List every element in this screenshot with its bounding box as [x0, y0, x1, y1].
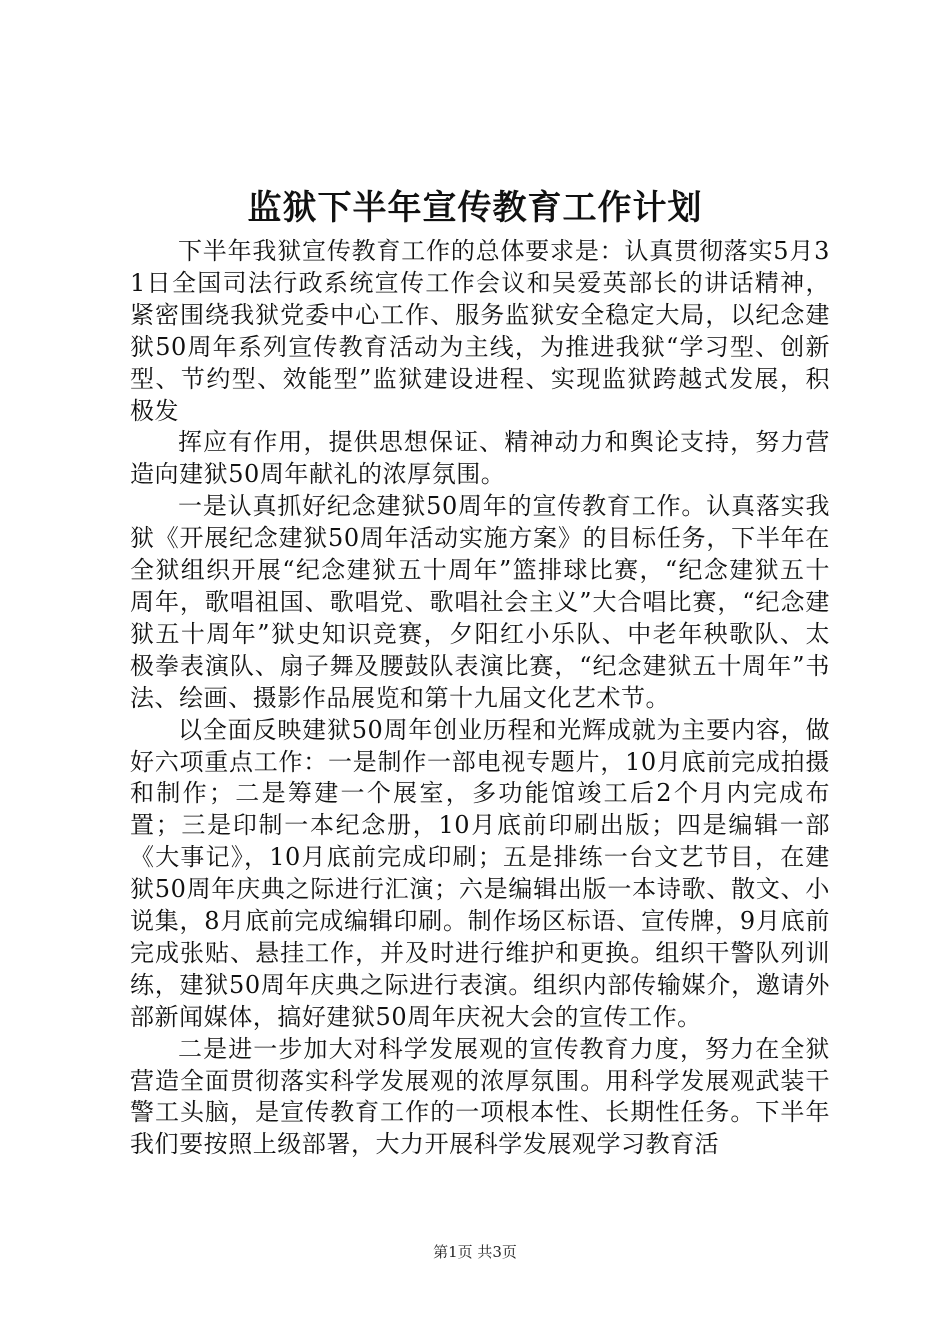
paragraph-intro: 下半年我狱宣传教育工作的总体要求是：认真贯彻落实5月31日全国司法行政系统宣传工作会议和吴爱英部长的讲话精神，紧密围绕我狱党委中心工作、服务监狱安全稳定大局，以纪念建狱50周年系列宣传教育活动为主线，为推进我狱“学习型、创新型、节约型、效能型”监狱建设进程、实现监狱跨越式发展，积极发: [130, 237, 830, 425]
page-number-footer: 第1页 共3页: [433, 1243, 517, 1261]
paragraph-intro-continued: 挥应有作用，提供思想保证、精神动力和舆论支持，努力营造向建狱50周年献礼的浓厚氛围。: [130, 428, 830, 489]
document-title: 监狱下半年宣传教育工作计划: [247, 188, 703, 228]
paragraph-scientific-development: 二是进一步加大对科学发展观的宣传教育力度，努力在全狱营造全面贯彻落实科学发展观的浓厚氛围。用科学发展观武装干警工头脑，是宣传教育工作的一项根本性、长期性任务。下半年我们要按照上级部署，大力开展科学发展观学习教育活: [130, 1034, 830, 1159]
paragraph-key-tasks: 以全面反映建狱50周年创业历程和光辉成就为主要内容，做好六项重点工作：一是制作一部电视专题片，10月底前完成拍摄和制作；二是筹建一个展室，多功能馆竣工后2个月内完成布置；三是印制一本纪念册，10月底前印刷出版；四是编辑一部《大事记》，10月底前完成印刷；五是排练一台文艺节目，在建狱50周年庆典之际进行汇演；六是编辑出版一本诗歌、散文、小说集，8月底前完成编辑印刷。制作场区标语、宣传牌，9月底前完成张贴、悬挂工作，并及时进行维护和更换。组织干警队列训练，建狱50周年庆典之际进行表演。组织内部传输媒介，邀请外部新闻媒体，搞好建狱50周年庆祝大会的宣传工作。: [130, 715, 830, 1031]
paragraph-anniversary-activities: 一是认真抓好纪念建狱50周年的宣传教育工作。认真落实我狱《开展纪念建狱50周年活动实施方案》的目标任务，下半年在全狱组织开展“纪念建狱五十周年”篮排球比赛，“纪念建狱五十周年，歌唱祖国、歌唱党、歌唱社会主义”大合唱比赛，“纪念建狱五十周年”狱史知识竞赛，夕阳红小乐队、中老年秧歌队、太极拳表演队、扇子舞及腰鼓队表演比赛，“纪念建狱五十周年”书法、绘画、摄影作品展览和第十九届文化艺术节。: [130, 492, 830, 712]
document-body: [130, 236, 830, 1161]
